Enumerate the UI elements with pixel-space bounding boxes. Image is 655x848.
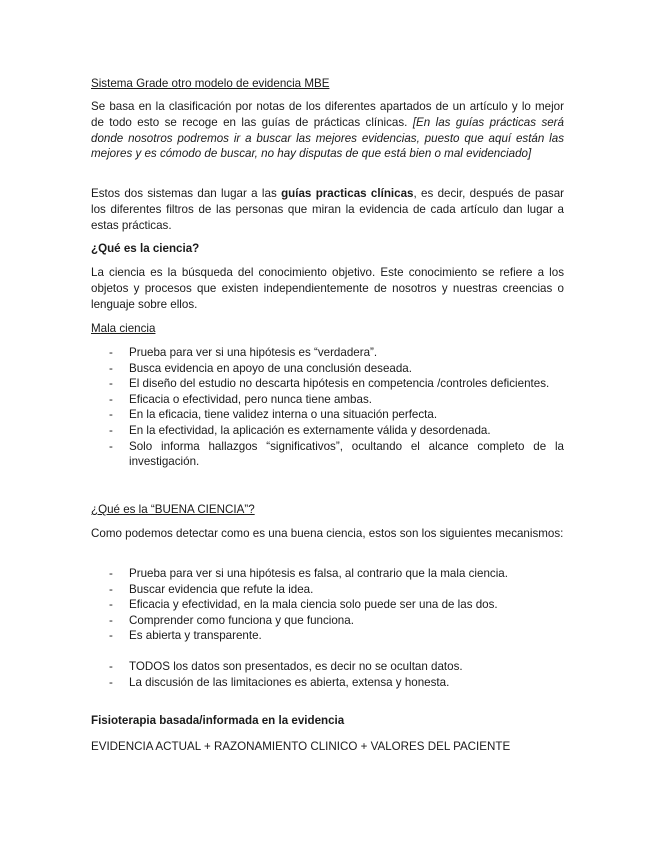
grade-italic-note: [En las guías prácticas será donde nosotros podremos ir a buscar las mejores evidencias, puesto que aquí están las mejores y es cómodo de buscar, no hay disputas de que está bien o mal evidenciado] bbox=[91, 115, 564, 161]
paragraph-ciencia: La ciencia es la búsqueda del conocimiento objetivo. Este conocimiento se refiere a los objetos y procesos que existen independientemente de nosotros y nuestras creencias o lenguaje sobre ellos. bbox=[91, 266, 564, 311]
section-title-grade: Sistema Grade otro modelo de evidencia MBE bbox=[91, 77, 330, 90]
paragraph-buena-ciencia: Como podemos detectar como es una buena ciencia, estos son los siguientes mecanismos: bbox=[91, 527, 564, 540]
list-mala-ciencia bbox=[91, 345, 564, 470]
list-item: - Solo informa hallazgos “significativos”, ocultando el alcance completo de la investigación. bbox=[109, 439, 564, 469]
paragraph-grade bbox=[91, 99, 564, 162]
list-item: - Es abierta y transparente. bbox=[109, 629, 262, 643]
list-item: - TODOS los datos son presentados, es decir no se ocultan datos. bbox=[109, 660, 463, 673]
list-buena-ciencia-extra bbox=[91, 659, 564, 690]
heading-buena-ciencia: ¿Qué es la “BUENA CIENCIA”? bbox=[91, 503, 255, 516]
list-item: - El diseño del estudio no descarta hipótesis en competencia /controles deficientes. bbox=[109, 377, 550, 391]
list-item: - Buscar evidencia que refute la idea. bbox=[109, 582, 314, 596]
list-item: - La discusión de las limitaciones es abierta, extensa y honesta. bbox=[109, 675, 450, 689]
equation-evidencia: EVIDENCIA ACTUAL + RAZONAMIENTO CLINICO + VALORES DEL PACIENTE bbox=[91, 740, 511, 753]
guides-text-b: , es decir, después de pasar los diferentes filtros de las personas que miran la evidencia de cada artículo dan lugar a estas prácticas. bbox=[91, 187, 564, 232]
list-item: - Eficacia y efectividad, en la mala ciencia solo puede ser una de las dos. bbox=[109, 598, 498, 612]
grade-text: Se basa en la clasificación por notas de los diferentes apartados de un artículo y lo mejor de todo esto se recoge en las guías de prácticas clínicas. bbox=[91, 100, 564, 129]
list-item: - Comprender como funciona y que funciona. bbox=[109, 613, 354, 627]
list-item: - En la efectividad, la aplicación es externamente válida y desordenada. bbox=[109, 423, 491, 437]
heading-fisioterapia: Fisioterapia basada/informada en la evidencia bbox=[91, 714, 345, 727]
guides-text-a: Estos dos sistemas dan lugar a las bbox=[91, 187, 277, 200]
list-buena-ciencia bbox=[91, 566, 564, 644]
heading-mala-ciencia: Mala ciencia bbox=[91, 322, 156, 335]
heading-que-es-ciencia: ¿Qué es la ciencia? bbox=[91, 242, 200, 255]
paragraph-guides bbox=[91, 186, 564, 233]
list-item: - Busca evidencia en apoyo de una conclusión deseada. bbox=[109, 361, 412, 375]
guides-bold: guías practicas clínicas bbox=[281, 187, 414, 200]
list-item: - Prueba para ver si una hipótesis es falsa, al contrario que la mala ciencia. bbox=[109, 567, 508, 580]
list-item: - Prueba para ver si una hipótesis es “verdadera”. bbox=[109, 346, 378, 359]
list-item: - Eficacia o efectividad, pero nunca tiene ambas. bbox=[109, 392, 372, 406]
list-item: - En la eficacia, tiene validez interna o una situación perfecta. bbox=[109, 408, 438, 422]
